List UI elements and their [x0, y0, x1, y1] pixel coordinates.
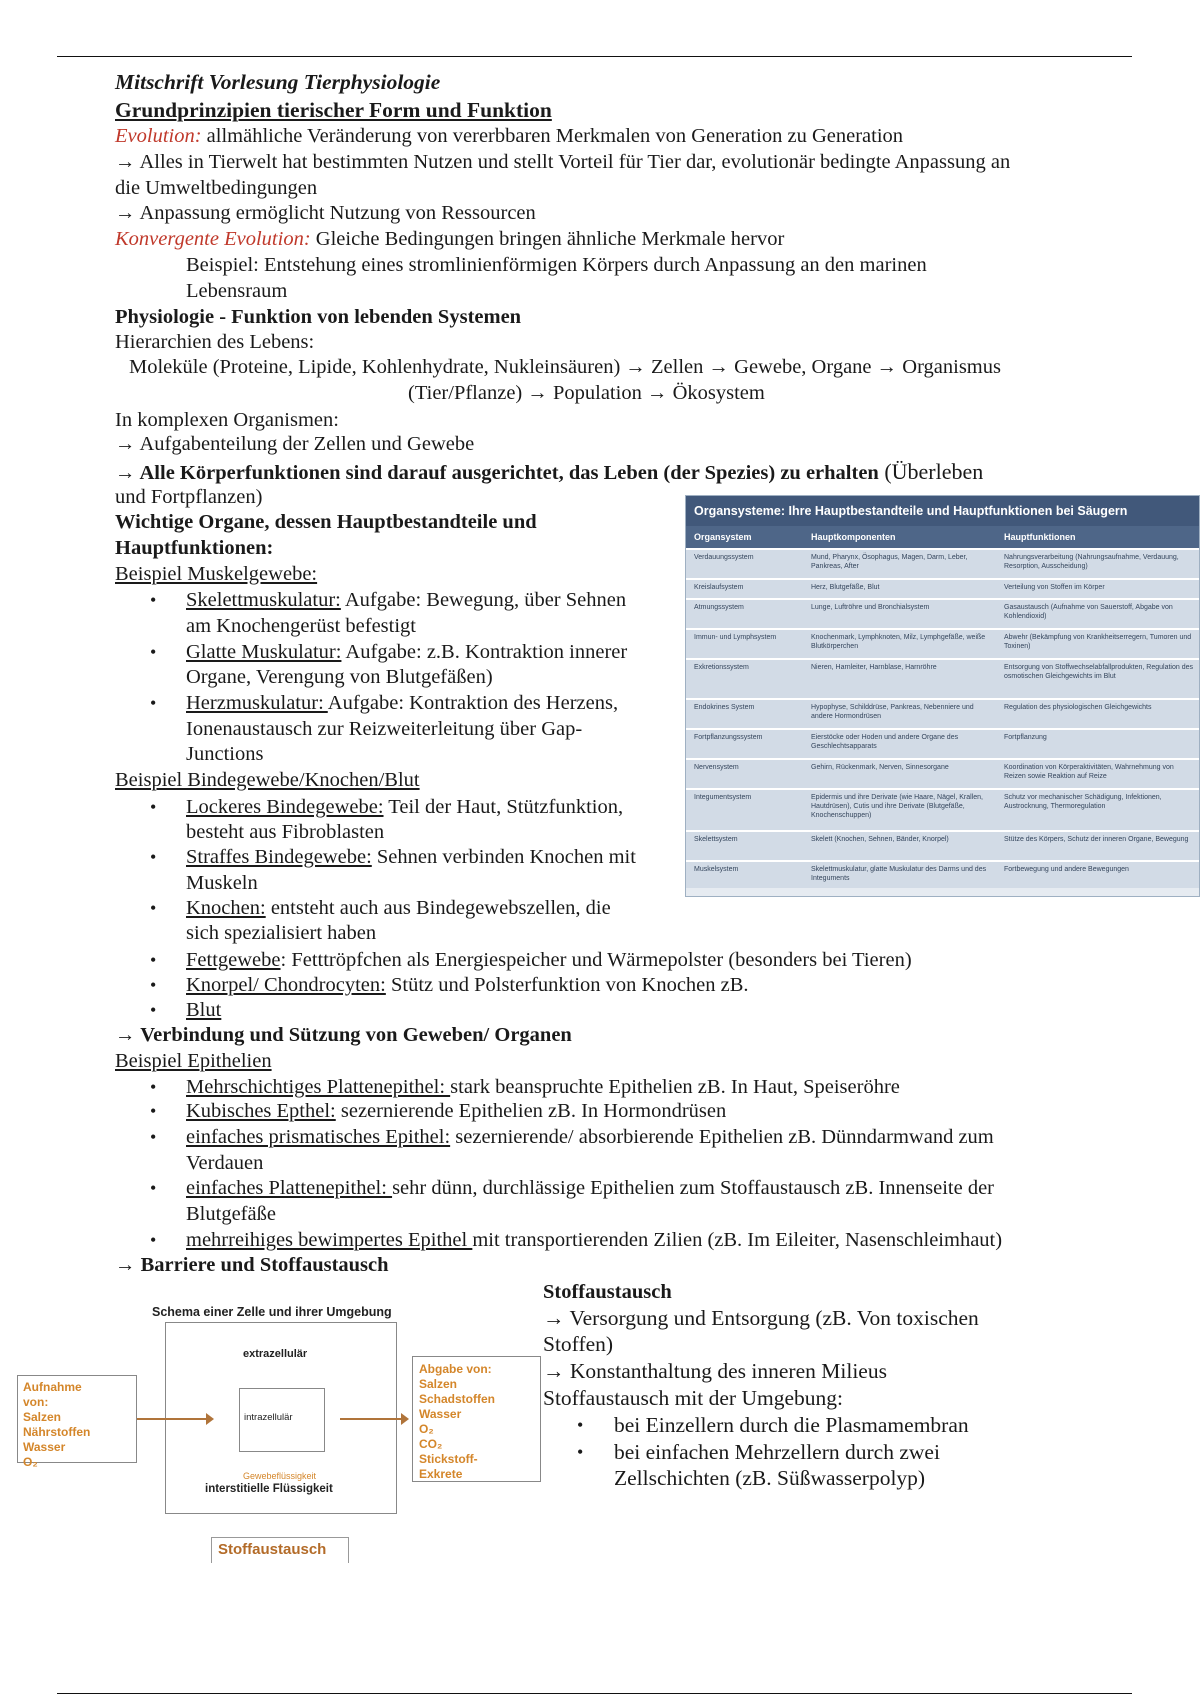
- table-cell: Regulation des physiologischen Gleichgewichts: [1004, 704, 1152, 711]
- table-cell: Lunge, Luftröhre und Bronchialsystem: [811, 604, 930, 611]
- table-cell: Epidermis und ihre Derivate (wie Haare, Nägel, Krallen, Hautdrüsen), Cutis und ihre Derivate (Blutgefäße, Knochenschuppen): [811, 794, 983, 819]
- muscle-text: Aufgabe: z.B. Kontraktion innerer: [341, 641, 628, 663]
- muscle-text: Aufgabe: Kontraktion des Herzens,: [327, 692, 619, 714]
- muscle-term: Herzmuskulatur:: [186, 692, 328, 714]
- table-row: [686, 548, 1199, 578]
- complex-line-2: [115, 459, 983, 486]
- output-title: Abgabe von:: [419, 1362, 492, 1376]
- muscle-item-3-cont: Ionenaustausch zur Reizweiterleitung über Gap-: [186, 718, 583, 740]
- output-list: [419, 1362, 495, 1482]
- diagram-title: Schema einer Zelle und ihrer Umgebung: [152, 1305, 392, 1319]
- table-row: [686, 658, 1199, 698]
- connective-heading: Beispiel Bindegewebe/Knochen/Blut: [115, 769, 420, 791]
- epithel-text: sezernierende Epithelien zB. In Hormondrüsen: [335, 1100, 727, 1122]
- connective-term: Blut: [186, 999, 222, 1021]
- epithel-item-4: [186, 1176, 994, 1201]
- table-cell: Integumentsystem: [694, 794, 752, 801]
- evolution-line-1: → Alles in Tierwelt hat bestimmten Nutzen und stellt Vorteil für Tier dar, evolutionär bedingte Anpassung an: [115, 151, 1011, 173]
- connective-item-1-cont: besteht aus Fibroblasten: [186, 821, 385, 843]
- connective-term: Fettgewebe: [186, 949, 281, 971]
- table-cell: Atmungssystem: [694, 604, 744, 611]
- connective-item-3-cont: sich spezialisiert haben: [186, 922, 377, 944]
- table-header-cell: Hauptkomponenten: [811, 532, 896, 542]
- connective-text: Teil der Haut, Stützfunktion,: [383, 796, 624, 818]
- epithel-heading: Beispiel Epithelien: [115, 1050, 272, 1072]
- output-item: O₂: [419, 1422, 434, 1436]
- epithel-text: sezernierende/ absorbierende Epithelien zB. Dünndarmwand zum: [450, 1126, 994, 1148]
- intake-arrow: [137, 1418, 207, 1420]
- table-cell: Herz, Blutgefäße, Blut: [811, 584, 880, 591]
- table-cell: Stütze des Körpers, Schutz der inneren Organe, Bewegung: [1004, 836, 1189, 843]
- intake-item: O₂: [23, 1455, 38, 1469]
- convergent-line: [115, 227, 784, 252]
- muscle-heading: Beispiel Muskelgewebe:: [115, 563, 318, 585]
- epithel-term: Kubisches Epthel:: [186, 1100, 336, 1122]
- epithel-term: einfaches Plattenepithel:: [186, 1177, 393, 1199]
- bottom-rule: [57, 1693, 1132, 1694]
- epithel-summary: → Barriere und Stoffaustausch: [115, 1254, 389, 1276]
- exchange-heading: Stoffaustausch: [543, 1281, 672, 1303]
- epithel-text: mit transportierenden Zilien (zB. Im Eileiter, Nasenschleimhaut): [472, 1229, 1003, 1251]
- example-line: Beispiel: Entstehung eines stromlinienförmigen Körpers durch Anpassung an den marinen: [186, 254, 927, 276]
- bullet: •: [150, 1077, 157, 1097]
- muscle-item-3-cont2: Junctions: [186, 743, 264, 765]
- epithel-item-3: [186, 1125, 994, 1150]
- table-cell: Immun- und Lymphsystem: [694, 634, 777, 641]
- table-row: [686, 788, 1199, 830]
- bullet: •: [150, 693, 157, 713]
- table-row: [686, 698, 1199, 728]
- intake-list: [23, 1380, 90, 1470]
- interstitial-label: interstitielle Flüssigkeit: [205, 1483, 333, 1495]
- diagram-caption: Stoffaustausch: [218, 1541, 327, 1558]
- connective-item-3: [186, 896, 611, 921]
- table-cell: Gasaustausch (Aufnahme von Sauerstoff, Abgabe von Kohlendioxid): [1004, 604, 1173, 620]
- connective-text: Sehnen verbinden Knochen mit: [371, 846, 636, 868]
- exchange-line-1: → Versorgung und Entsorgung (zB. Von toxischen: [543, 1306, 979, 1330]
- table-cell: Skelettmuskulatur, glatte Muskulatur des Darms und des Integuments: [811, 866, 987, 882]
- bullet: •: [150, 1178, 157, 1198]
- top-rule: [57, 56, 1132, 57]
- complex-line-2-rest: (Überleben: [878, 459, 984, 484]
- connective-term: Knochen:: [186, 897, 266, 919]
- extracellular-label: extrazellulär: [243, 1348, 308, 1360]
- table-cell: Endokrines System: [694, 704, 755, 711]
- output-item: CO₂: [419, 1437, 443, 1451]
- organs-heading-1: Wichtige Organe, dessen Hauptbestandteile und: [115, 511, 537, 533]
- exchange-bullet-2: bei einfachen Mehrzellern durch zwei: [614, 1440, 940, 1464]
- exchange-line-3: Stoffaustausch mit der Umgebung:: [543, 1386, 843, 1410]
- complex-line-1: → Aufgabenteilung der Zellen und Gewebe: [115, 433, 475, 455]
- table-row: [686, 830, 1199, 860]
- evolution-term: Evolution:: [115, 125, 202, 147]
- table-cell: Exkretionssystem: [694, 664, 749, 671]
- bullet: •: [150, 1127, 157, 1147]
- table-title: Organsysteme: Ihre Hauptbestandteile und Hauptfunktionen bei Säugern: [686, 496, 1199, 526]
- organs-heading-2: Hauptfunktionen:: [115, 537, 274, 559]
- table-cell: Entsorgung von Stoffwechselabfallprodukten, Regulation des osmotischen Gleichgewichts im Blut: [1004, 664, 1193, 680]
- epithel-text: sehr dünn, durchlässige Epithelien zum Stoffaustausch zB. Innenseite der: [392, 1177, 994, 1199]
- bullet: •: [150, 950, 157, 970]
- output-item: Stickstoff-Exkrete: [419, 1452, 478, 1481]
- table-cell: Skelettsystem: [694, 836, 738, 843]
- output-item: Wasser: [419, 1407, 462, 1421]
- muscle-text: Aufgabe: Bewegung, über Sehnen: [340, 589, 627, 611]
- table-cell: Kreislaufsystem: [694, 584, 744, 591]
- bullet: •: [150, 1230, 157, 1250]
- connective-item-6: [186, 998, 221, 1023]
- epithel-item-5: [186, 1228, 1002, 1253]
- connective-item-4: [186, 948, 912, 973]
- table-cell: Mund, Pharynx, Ösophagus, Magen, Darm, Leber, Pankreas, After: [811, 554, 968, 570]
- connective-text: entsteht auch aus Bindegewebszellen, die: [265, 897, 611, 919]
- hierarchy-line-2: (Tier/Pflanze) → Population → Ökosystem: [408, 382, 765, 404]
- connective-term: Straffes Bindegewebe:: [186, 846, 372, 868]
- exchange-line-2: → Konstanthaltung des inneren Milieus: [543, 1359, 887, 1383]
- table-row: [686, 860, 1199, 888]
- table-cell: Koordination von Körperaktivitäten, Wahrnehmung von Reizen sowie Reaktion auf Reize: [1004, 764, 1174, 780]
- muscle-item-1-cont: am Knochengerüst befestigt: [186, 615, 416, 637]
- bullet: •: [150, 797, 157, 817]
- evolution-line-1b: die Umweltbedingungen: [115, 177, 318, 199]
- table-row: [686, 598, 1199, 628]
- epithel-item-2: [186, 1099, 726, 1124]
- intracellular-label: intrazellulär: [244, 1412, 293, 1423]
- epithel-item-3-cont: Verdauen: [186, 1152, 264, 1174]
- table-cell: Schutz vor mechanischer Schädigung, Infektionen, Austrocknung, Thermoregulation: [1004, 794, 1162, 810]
- muscle-term: Skelettmuskulatur:: [186, 589, 341, 611]
- connective-term: Lockeres Bindegewebe:: [186, 796, 384, 818]
- evolution-line: [115, 124, 903, 149]
- connective-item-5: [186, 973, 749, 998]
- table-cell: Knochenmark, Lymphknoten, Milz, Lymphgefäße, weiße Blutkörperchen: [811, 634, 986, 650]
- bullet: •: [150, 1101, 157, 1121]
- section-title: Grundprinzipien tierischer Form und Funktion: [115, 98, 552, 122]
- output-item: Salzen: [419, 1377, 458, 1391]
- complex-line-2b: und Fortpflanzen): [115, 486, 263, 508]
- document-title: Mitschrift Vorlesung Tierphysiologie: [115, 70, 441, 94]
- evolution-definition: allmähliche Veränderung von vererbbaren Merkmalen von Generation zu Generation: [201, 125, 904, 147]
- exchange-line-1b: Stoffen): [543, 1332, 614, 1356]
- bullet: •: [577, 1442, 584, 1462]
- epithel-term: einfaches prismatisches Epithel:: [186, 1126, 451, 1148]
- connective-item-2-cont: Muskeln: [186, 872, 258, 894]
- complex-label: In komplexen Organismen:: [115, 409, 339, 431]
- table-cell: Fortbewegung und andere Bewegungen: [1004, 866, 1129, 873]
- muscle-term: Glatte Muskulatur:: [186, 641, 342, 663]
- epithel-term: mehrreihiges bewimpertes Epithel: [186, 1229, 473, 1251]
- table-row: [686, 578, 1199, 598]
- evolution-line-2: → Anpassung ermöglicht Nutzung von Ressourcen: [115, 202, 536, 224]
- table-row: [686, 628, 1199, 658]
- epithel-item-4-cont: Blutgefäße: [186, 1203, 276, 1225]
- table-cell: Hypophyse, Schilddrüse, Pankreas, Nebenniere und andere Hormondrüsen: [811, 704, 974, 720]
- intake-title: Aufnahme von:: [23, 1380, 82, 1409]
- bullet: •: [150, 975, 157, 995]
- epithel-term: Mehrschichtiges Plattenepithel:: [186, 1076, 451, 1098]
- table-cell: Gehirn, Rückenmark, Nerven, Sinnesorgane: [811, 764, 949, 771]
- connective-summary: → Verbindung und Sützung von Geweben/ Organen: [115, 1024, 572, 1046]
- bullet: •: [150, 1000, 157, 1020]
- exchange-bullet-1: bei Einzellern durch die Plasmamembran: [614, 1413, 969, 1437]
- connective-text: Stütz und Polsterfunktion von Knochen zB.: [385, 974, 749, 996]
- bullet: •: [150, 642, 157, 662]
- exchange-bullet-2-cont: Zellschichten (zB. Süßwasserpolyp): [614, 1466, 926, 1490]
- table-header-row: [686, 526, 1199, 548]
- table-cell: Eierstöcke oder Hoden und andere Organe des Geschlechtsapparats: [811, 734, 959, 750]
- connective-item-2: [186, 845, 636, 870]
- table-cell: Skelett (Knochen, Sehnen, Bänder, Knorpel): [811, 836, 949, 843]
- muscle-item-2: [186, 640, 627, 665]
- table-cell: Fortpflanzung: [1004, 734, 1047, 741]
- table-cell: Nahrungsverarbeitung (Nahrungsaufnahme, Verdauung, Resorption, Ausscheidung): [1004, 554, 1179, 570]
- bullet: •: [150, 590, 157, 610]
- intake-item: Salzen: [23, 1410, 62, 1424]
- output-arrow: [340, 1418, 402, 1420]
- convergent-definition: Gleiche Bedingungen bringen ähnliche Merkmale hervor: [310, 228, 785, 250]
- bullet: •: [577, 1415, 584, 1435]
- table-cell: Fortpflanzungssystem: [694, 734, 763, 741]
- output-item: Schadstoffen: [419, 1392, 496, 1406]
- table-cell: Nervensystem: [694, 764, 739, 771]
- physiology-heading: Physiologie - Funktion von lebenden Systemen: [115, 306, 522, 328]
- table-row: [686, 728, 1199, 758]
- table-cell: Nieren, Harnleiter, Harnblase, Harnröhre: [811, 664, 937, 671]
- muscle-item-3: [186, 691, 618, 716]
- hierarchy-line-1: Moleküle (Proteine, Lipide, Kohlenhydrate, Nukleinsäuren) → Zellen → Gewebe, Organe → Organismus: [129, 356, 1001, 378]
- table-cell: Verdauungssystem: [694, 554, 754, 561]
- connective-item-1: [186, 795, 623, 820]
- hierarchy-label: Hierarchien des Lebens:: [115, 331, 315, 353]
- bullet: •: [150, 847, 157, 867]
- connective-text: : Fetttröpfchen als Energiespeicher und Wärmepolster (besonders bei Tieren): [280, 949, 912, 971]
- bullet: •: [150, 898, 157, 918]
- example-line-b: Lebensraum: [186, 280, 288, 302]
- intake-item: Nährstoffen: [23, 1425, 91, 1439]
- tissue-fluid-label: Gewebeflüssigkeit: [243, 1471, 317, 1481]
- table-row: [686, 758, 1199, 788]
- table-cell: Abwehr (Bekämpfung von Krankheitserregern, Tumoren und Toxinen): [1004, 634, 1192, 650]
- table-cell: Verteilung von Stoffen im Körper: [1004, 584, 1105, 591]
- table-header-cell: Hauptfunktionen: [1004, 532, 1076, 542]
- convergent-term: Konvergente Evolution:: [115, 228, 311, 250]
- organ-systems-table: [685, 495, 1200, 897]
- intake-item: Wasser: [23, 1440, 66, 1454]
- epithel-item-1: [186, 1075, 900, 1100]
- epithel-text: stark beanspruchte Epithelien zB. In Haut, Speiseröhre: [450, 1076, 900, 1098]
- complex-line-2-bold: → Alle Körperfunktionen sind darauf ausgerichtet, das Leben (der Spezies) zu erhalten: [115, 462, 879, 484]
- muscle-item-1: [186, 588, 626, 613]
- connective-term: Knorpel/ Chondrocyten:: [186, 974, 386, 996]
- muscle-item-2-cont: Organe, Verengung von Blutgefäßen): [186, 666, 493, 688]
- table-header-cell: Organsystem: [694, 532, 752, 542]
- table-cell: Muskelsystem: [694, 866, 739, 873]
